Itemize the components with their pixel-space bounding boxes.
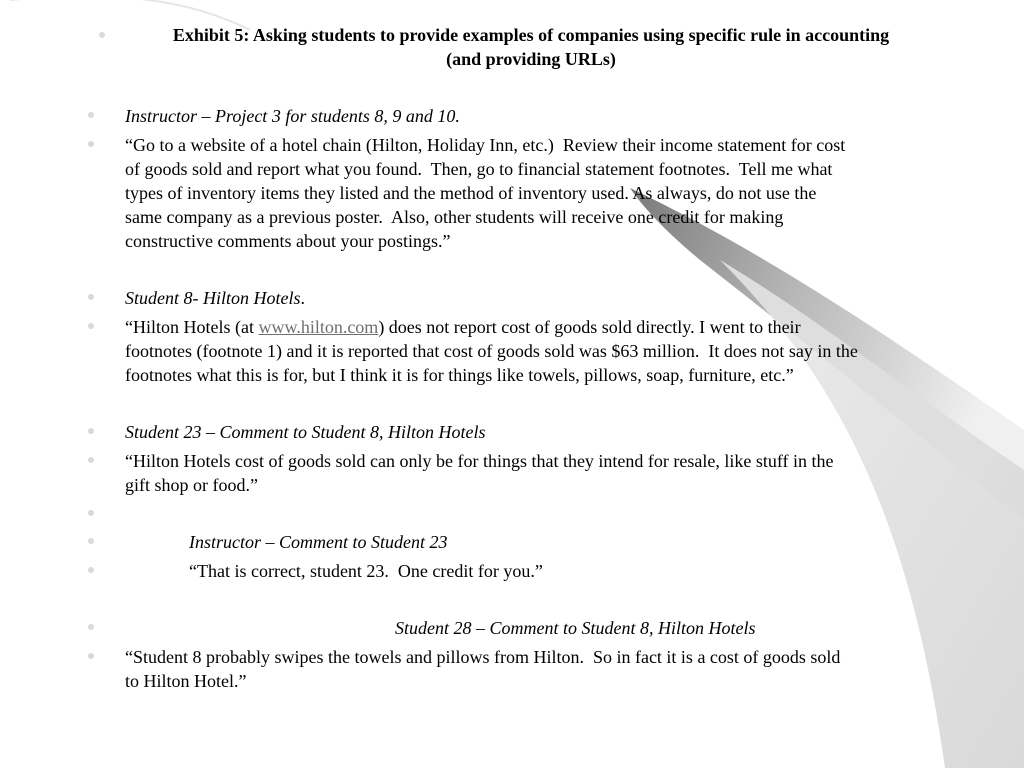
hilton-link[interactable]: www.hilton.com	[258, 317, 379, 337]
bullet	[88, 510, 94, 516]
instructor-project-text-line: of goods sold and report what you found. Then, go to financial statement footnotes. Tell me what	[125, 159, 833, 179]
student23-text-line: gift shop or food.”	[125, 475, 258, 495]
student8-text-before-link: “Hilton Hotels (at	[125, 317, 259, 337]
bullet	[88, 567, 94, 573]
instructor-project-text-line: same company as a previous poster. Also, other students will receive one credit for making	[125, 207, 784, 227]
instructor-project-text-line: constructive comments about your postings.”	[125, 231, 451, 251]
bullet	[88, 428, 94, 434]
instructor-comment-text: “That is correct, student 23. One credit for you.”	[189, 561, 543, 581]
student28-heading: Student 28 – Comment to Student 8, Hilton Hotels	[395, 618, 756, 638]
bullet	[88, 323, 94, 329]
student23-heading: Student 23 – Comment to Student 8, Hilton Hotels	[125, 422, 486, 442]
student8-heading-period: .	[300, 288, 305, 308]
bullet	[88, 624, 94, 630]
student8-text-after-link: ) does not report cost of goods sold directly. I went to their	[378, 317, 801, 337]
student8-heading-text: Student 8- Hilton Hotels	[125, 288, 301, 308]
bullet	[88, 112, 94, 118]
student28-text-line: to Hilton Hotel.”	[125, 671, 247, 691]
bullet	[88, 141, 94, 147]
bullet	[88, 457, 94, 463]
instructor-project-text-line: “Go to a website of a hotel chain (Hilton, Holiday Inn, etc.) Review their income statement for cost	[125, 135, 846, 155]
student23-text-line: “Hilton Hotels cost of goods sold can only be for things that they intend for resale, like stuff in the	[125, 451, 834, 471]
instructor-project-text-line: types of inventory items they listed and the method of inventory used. As always, do not use the	[125, 183, 817, 203]
page-title-line-1: Exhibit 5: Asking students to provide examples of companies using specific rule in accounting	[172, 25, 890, 45]
bullet	[88, 294, 94, 300]
page-title-line-2: (and providing URLs)	[446, 49, 616, 69]
instructor-project-heading: Instructor – Project 3 for students 8, 9 and 10.	[125, 106, 460, 126]
student8-heading	[125, 286, 305, 310]
student8-text-line: footnotes what this is for, but I think it is for things like towels, pillows, soap, furniture, etc.”	[125, 365, 794, 385]
student8-text-line	[125, 315, 801, 339]
student8-text-line: footnotes (footnote 1) and it is reported that cost of goods sold was $63 million. It does not say in the	[125, 341, 858, 361]
instructor-comment-heading: Instructor – Comment to Student 23	[189, 532, 448, 552]
student28-text-line: “Student 8 probably swipes the towels and pillows from Hilton. So in fact it is a cost of goods sold	[125, 647, 841, 667]
bullet	[88, 538, 94, 544]
bullet	[88, 653, 94, 659]
